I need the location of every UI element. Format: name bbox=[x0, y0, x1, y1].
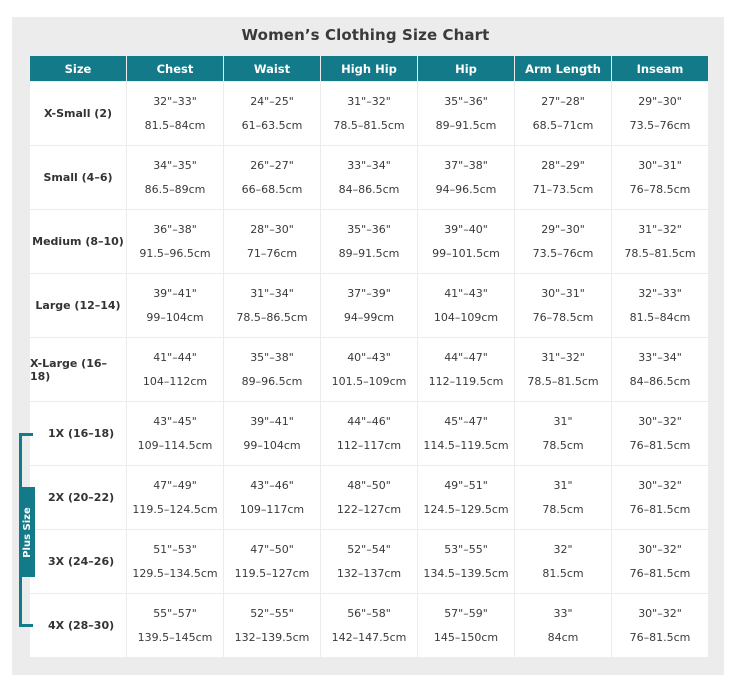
cell-arm-length bbox=[515, 530, 611, 593]
inches-value: 44"–46" bbox=[347, 415, 391, 428]
inches-value: 49"–51" bbox=[444, 479, 488, 492]
inches-value: 30"–31" bbox=[638, 159, 682, 172]
cm-value: 104–109cm bbox=[433, 311, 499, 324]
cm-value: 76–81.5cm bbox=[629, 503, 691, 516]
cm-value: 71–76cm bbox=[246, 247, 298, 260]
plus-size-label-box bbox=[19, 487, 35, 577]
inches-value: 37"–39" bbox=[347, 287, 391, 300]
header-hip: Hip bbox=[418, 56, 514, 81]
inches-value: 47"–50" bbox=[250, 543, 294, 556]
inches-value: 39"–40" bbox=[444, 223, 488, 236]
cell-hip bbox=[418, 530, 514, 593]
inches-value: 48"–50" bbox=[347, 479, 391, 492]
inches-value: 44"–47" bbox=[444, 351, 488, 364]
cell-arm-length bbox=[515, 466, 611, 529]
inches-value: 31" bbox=[553, 479, 573, 492]
cell-waist bbox=[224, 594, 320, 657]
cm-value: 124.5–129.5cm bbox=[423, 503, 509, 516]
cm-value: 132–139.5cm bbox=[234, 631, 310, 644]
cm-value: 99–104cm bbox=[243, 439, 301, 452]
cm-value: 68.5–71cm bbox=[532, 119, 594, 132]
cm-value: 112–119.5cm bbox=[428, 375, 504, 388]
cell-waist bbox=[224, 530, 320, 593]
cell-arm-length bbox=[515, 82, 611, 145]
inches-value: 41"–43" bbox=[444, 287, 488, 300]
cm-value: 84–86.5cm bbox=[338, 183, 400, 196]
size-label: Large (12–14) bbox=[30, 274, 126, 337]
cm-value: 78.5cm bbox=[542, 439, 584, 452]
inches-value: 28"–30" bbox=[250, 223, 294, 236]
inches-value: 30"–32" bbox=[638, 415, 682, 428]
inches-value: 29"–30" bbox=[541, 223, 585, 236]
cm-value: 66–68.5cm bbox=[241, 183, 303, 196]
cell-chest bbox=[127, 338, 223, 401]
cm-value: 94–96.5cm bbox=[435, 183, 497, 196]
cell-chest bbox=[127, 530, 223, 593]
cm-value: 76–81.5cm bbox=[629, 631, 691, 644]
cell-high-hip bbox=[321, 530, 417, 593]
inches-value: 30"–32" bbox=[638, 607, 682, 620]
inches-value: 39"–41" bbox=[153, 287, 197, 300]
inches-value: 52"–54" bbox=[347, 543, 391, 556]
inches-value: 55"–57" bbox=[153, 607, 197, 620]
cell-high-hip bbox=[321, 338, 417, 401]
cm-value: 73.5–76cm bbox=[532, 247, 594, 260]
inches-value: 43"–46" bbox=[250, 479, 294, 492]
cell-inseam bbox=[612, 530, 708, 593]
inches-value: 26"–27" bbox=[250, 159, 294, 172]
cm-value: 129.5–134.5cm bbox=[132, 567, 218, 580]
header-size: Size bbox=[30, 56, 126, 81]
inches-value: 31"–32" bbox=[347, 95, 391, 108]
inches-value: 45"–47" bbox=[444, 415, 488, 428]
inches-value: 35"–38" bbox=[250, 351, 294, 364]
cell-arm-length bbox=[515, 146, 611, 209]
size-label: 4X (28–30) bbox=[30, 594, 126, 657]
cm-value: 78.5–86.5cm bbox=[236, 311, 308, 324]
inches-value: 30"–32" bbox=[638, 479, 682, 492]
size-label: Small (4–6) bbox=[30, 146, 126, 209]
cm-value: 76–78.5cm bbox=[532, 311, 594, 324]
cell-chest bbox=[127, 82, 223, 145]
cm-value: 104–112cm bbox=[142, 375, 208, 388]
cm-value: 78.5cm bbox=[542, 503, 584, 516]
cell-inseam bbox=[612, 146, 708, 209]
cm-value: 142–147.5cm bbox=[331, 631, 407, 644]
cm-value: 81.5cm bbox=[542, 567, 584, 580]
cm-value: 71–73.5cm bbox=[532, 183, 594, 196]
cell-arm-length bbox=[515, 210, 611, 273]
inches-value: 27"–28" bbox=[541, 95, 585, 108]
size-label: 3X (24–26) bbox=[30, 530, 126, 593]
inches-value: 33"–34" bbox=[638, 351, 682, 364]
cell-waist bbox=[224, 274, 320, 337]
cm-value: 78.5–81.5cm bbox=[333, 119, 405, 132]
inches-value: 30"–31" bbox=[541, 287, 585, 300]
inches-value: 51"–53" bbox=[153, 543, 197, 556]
cell-chest bbox=[127, 274, 223, 337]
cell-arm-length bbox=[515, 402, 611, 465]
inches-value: 47"–49" bbox=[153, 479, 197, 492]
cell-hip bbox=[418, 82, 514, 145]
cm-value: 76–81.5cm bbox=[629, 439, 691, 452]
inches-value: 31"–32" bbox=[638, 223, 682, 236]
cm-value: 134.5–139.5cm bbox=[423, 567, 509, 580]
header-inseam: Inseam bbox=[612, 56, 708, 81]
cell-high-hip bbox=[321, 210, 417, 273]
inches-value: 39"–41" bbox=[250, 415, 294, 428]
size-label: 2X (20–22) bbox=[30, 466, 126, 529]
cell-chest bbox=[127, 594, 223, 657]
cell-high-hip bbox=[321, 274, 417, 337]
cm-value: 89–91.5cm bbox=[338, 247, 400, 260]
cell-inseam bbox=[612, 466, 708, 529]
inches-value: 52"–55" bbox=[250, 607, 294, 620]
size-label: X-Large (16–18) bbox=[30, 338, 126, 401]
cell-high-hip bbox=[321, 82, 417, 145]
cm-value: 114.5–119.5cm bbox=[423, 439, 509, 452]
cm-value: 78.5–81.5cm bbox=[527, 375, 599, 388]
cell-chest bbox=[127, 210, 223, 273]
cell-high-hip bbox=[321, 466, 417, 529]
header-high-hip: High Hip bbox=[321, 56, 417, 81]
inches-value: 57"–59" bbox=[444, 607, 488, 620]
cell-chest bbox=[127, 146, 223, 209]
inches-value: 43"–45" bbox=[153, 415, 197, 428]
size-table bbox=[30, 56, 705, 657]
cm-value: 99–104cm bbox=[146, 311, 204, 324]
cm-value: 139.5–145cm bbox=[137, 631, 213, 644]
cell-waist bbox=[224, 82, 320, 145]
cm-value: 145–150cm bbox=[433, 631, 499, 644]
cell-high-hip bbox=[321, 594, 417, 657]
cell-waist bbox=[224, 402, 320, 465]
cell-inseam bbox=[612, 210, 708, 273]
chart-title: Women’s Clothing Size Chart bbox=[241, 26, 490, 44]
cm-value: 99–101.5cm bbox=[432, 247, 500, 260]
cm-value: 109–114.5cm bbox=[137, 439, 213, 452]
cm-value: 101.5–109cm bbox=[331, 375, 407, 388]
cm-value: 86.5–89cm bbox=[144, 183, 206, 196]
inches-value: 24"–25" bbox=[250, 95, 294, 108]
cell-high-hip bbox=[321, 146, 417, 209]
inches-value: 30"–32" bbox=[638, 543, 682, 556]
cm-value: 119.5–124.5cm bbox=[132, 503, 218, 516]
inches-value: 32"–33" bbox=[638, 287, 682, 300]
inches-value: 37"–38" bbox=[444, 159, 488, 172]
cell-chest bbox=[127, 402, 223, 465]
cm-value: 89–91.5cm bbox=[435, 119, 497, 132]
cm-value: 109–117cm bbox=[239, 503, 305, 516]
cm-value: 112–117cm bbox=[336, 439, 402, 452]
cm-value: 76–78.5cm bbox=[629, 183, 691, 196]
header-arm-length: Arm Length bbox=[515, 56, 611, 81]
inches-value: 32"–33" bbox=[153, 95, 197, 108]
inches-value: 29"–30" bbox=[638, 95, 682, 108]
cell-hip bbox=[418, 594, 514, 657]
cell-high-hip bbox=[321, 402, 417, 465]
inches-value: 31"–32" bbox=[541, 351, 585, 364]
cm-value: 84cm bbox=[547, 631, 579, 644]
inches-value: 36"–38" bbox=[153, 223, 197, 236]
cell-hip bbox=[418, 146, 514, 209]
header-waist: Waist bbox=[224, 56, 320, 81]
cm-value: 91.5–96.5cm bbox=[139, 247, 211, 260]
cm-value: 84–86.5cm bbox=[629, 375, 691, 388]
cm-value: 61–63.5cm bbox=[241, 119, 303, 132]
inches-value: 33"–34" bbox=[347, 159, 391, 172]
plus-size-label: Plus Size bbox=[21, 506, 33, 558]
inches-value: 53"–55" bbox=[444, 543, 488, 556]
cm-value: 76–81.5cm bbox=[629, 567, 691, 580]
cell-chest bbox=[127, 466, 223, 529]
cell-waist bbox=[224, 210, 320, 273]
cell-waist bbox=[224, 146, 320, 209]
inches-value: 33" bbox=[553, 607, 573, 620]
inches-value: 28"–29" bbox=[541, 159, 585, 172]
cell-hip bbox=[418, 402, 514, 465]
header-chest: Chest bbox=[127, 56, 223, 81]
cm-value: 89–96.5cm bbox=[241, 375, 303, 388]
cell-arm-length bbox=[515, 274, 611, 337]
cm-value: 81.5–84cm bbox=[144, 119, 206, 132]
cm-value: 73.5–76cm bbox=[629, 119, 691, 132]
inches-value: 40"–43" bbox=[347, 351, 391, 364]
cm-value: 78.5–81.5cm bbox=[624, 247, 696, 260]
cell-inseam bbox=[612, 402, 708, 465]
size-label: X-Small (2) bbox=[30, 82, 126, 145]
cell-hip bbox=[418, 210, 514, 273]
inches-value: 31"–34" bbox=[250, 287, 294, 300]
inches-value: 56"–58" bbox=[347, 607, 391, 620]
inches-value: 32" bbox=[553, 543, 573, 556]
inches-value: 35"–36" bbox=[444, 95, 488, 108]
cell-hip bbox=[418, 466, 514, 529]
cell-inseam bbox=[612, 274, 708, 337]
inches-value: 34"–35" bbox=[153, 159, 197, 172]
size-label: 1X (16–18) bbox=[30, 402, 126, 465]
inches-value: 35"–36" bbox=[347, 223, 391, 236]
cm-value: 122–127cm bbox=[336, 503, 402, 516]
cell-waist bbox=[224, 338, 320, 401]
cm-value: 132–137cm bbox=[336, 567, 402, 580]
cell-inseam bbox=[612, 594, 708, 657]
cell-hip bbox=[418, 338, 514, 401]
cm-value: 94–99cm bbox=[343, 311, 395, 324]
cell-hip bbox=[418, 274, 514, 337]
inches-value: 31" bbox=[553, 415, 573, 428]
cm-value: 119.5–127cm bbox=[234, 567, 310, 580]
cell-inseam bbox=[612, 82, 708, 145]
cell-waist bbox=[224, 466, 320, 529]
cm-value: 81.5–84cm bbox=[629, 311, 691, 324]
cell-arm-length bbox=[515, 594, 611, 657]
size-label: Medium (8–10) bbox=[30, 210, 126, 273]
cell-inseam bbox=[612, 338, 708, 401]
inches-value: 41"–44" bbox=[153, 351, 197, 364]
cell-arm-length bbox=[515, 338, 611, 401]
